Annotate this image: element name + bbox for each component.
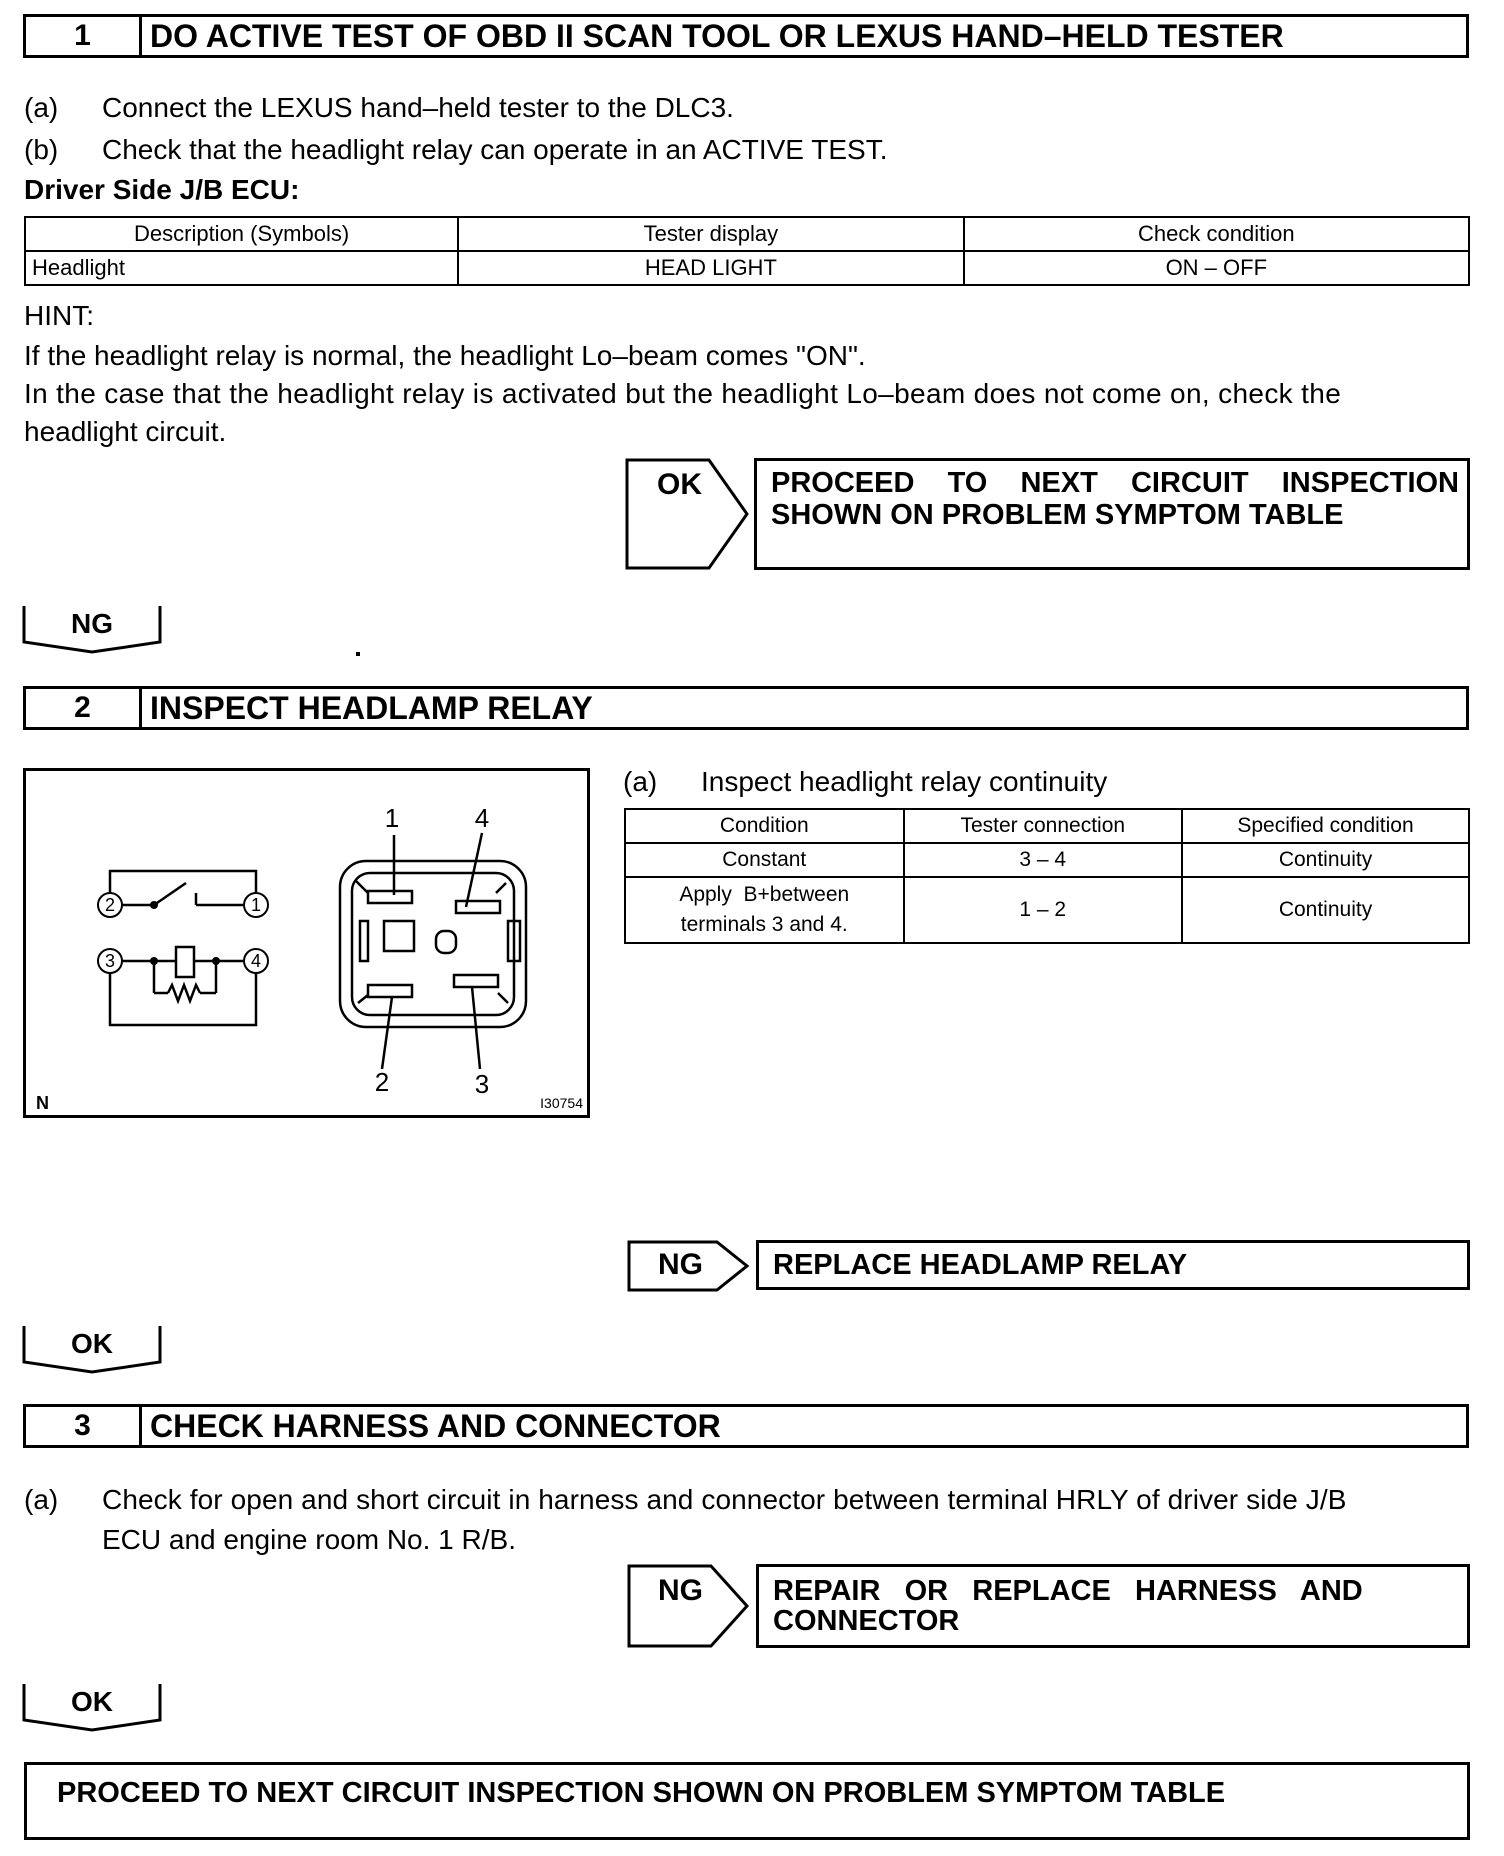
table-cell: 1 – 2 xyxy=(904,877,1183,943)
ok-result-line1: PROCEED TO NEXT CIRCUIT INSPECTION xyxy=(771,467,1459,499)
hint-line: If the headlight relay is normal, the headlight Lo–beam comes "ON". xyxy=(24,340,866,371)
table-cell: ON – OFF xyxy=(964,251,1469,285)
figure-id: I30754 xyxy=(540,1095,583,1111)
connector-terminal-2: 2 xyxy=(374,1067,390,1097)
step2-item-a-text: Inspect headlight relay continuity xyxy=(701,766,1108,797)
table-cell: Continuity xyxy=(1182,843,1469,877)
step1-item-a-text: Connect the LEXUS hand–held tester to the DLC3. xyxy=(102,92,734,123)
step3-ok-label: OK xyxy=(71,1686,113,1717)
table-cell: 3 – 4 xyxy=(904,843,1183,877)
ng-result-line2: CONNECTOR xyxy=(773,1605,960,1637)
step3-item-a xyxy=(24,1484,1347,1516)
step2-title: INSPECT HEADLAMP RELAY xyxy=(150,689,593,726)
ng-result-line1: REPAIR OR REPLACE HARNESS AND xyxy=(773,1575,1363,1607)
step1-item-b-text: Check that the headlight relay can operate in an ACTIVE TEST. xyxy=(102,134,888,165)
table-header: Tester display xyxy=(458,217,963,251)
step2-item-a-label: (a) xyxy=(623,766,658,797)
step2-ng-label: NG xyxy=(658,1248,703,1281)
table-cell: Constant xyxy=(625,843,904,877)
connector-terminal-1: 1 xyxy=(384,803,400,833)
table-header: Condition xyxy=(625,809,904,843)
hint-label: HINT: xyxy=(24,300,94,331)
step3-number: 3 xyxy=(26,1407,142,1445)
step3-ng-result xyxy=(756,1564,1470,1648)
ecu-heading: Driver Side J/B ECU: xyxy=(24,174,300,205)
connector-terminal-3: 3 xyxy=(474,1069,490,1099)
step1-ng-tab xyxy=(22,604,162,656)
ok-result-line2: SHOWN ON PROBLEM SYMPTOM TABLE xyxy=(771,499,1344,531)
step2-ok-tab xyxy=(22,1324,162,1376)
condition-line2: terminals 3 and 4. xyxy=(680,913,848,936)
table-cell: Headlight xyxy=(25,251,458,285)
active-test-table xyxy=(24,216,1470,286)
final-result-box xyxy=(24,1762,1470,1840)
schematic-terminal-2: 2 xyxy=(104,895,116,915)
step1-ng-label: NG xyxy=(71,608,113,639)
step1-item-a xyxy=(24,92,734,124)
hint-line: headlight circuit. xyxy=(24,416,227,447)
step3-item-a-label: (a) xyxy=(24,1484,59,1515)
hint-line: In the case that the headlight relay is activated but the headlight Lo–beam does not come on, check the xyxy=(24,378,1342,409)
table-header: Tester connection xyxy=(904,809,1183,843)
step2-header xyxy=(23,686,1469,730)
table-cell: Continuity xyxy=(1182,877,1469,943)
condition-line1: Apply B+between xyxy=(679,883,850,906)
relay-diagram xyxy=(26,771,587,1115)
stray-mark xyxy=(356,652,360,656)
step1-ok-label: OK xyxy=(657,468,702,501)
step2-ok-label: OK xyxy=(71,1328,113,1359)
step3-title: CHECK HARNESS AND CONNECTOR xyxy=(150,1407,721,1444)
step3-ng-label: NG xyxy=(658,1574,703,1607)
step2-ng-result xyxy=(756,1240,1470,1290)
step1-item-b xyxy=(24,134,888,166)
step1-number: 1 xyxy=(26,17,142,55)
final-result-text: PROCEED TO NEXT CIRCUIT INSPECTION SHOWN ON PROBLEM SYMPTOM TABLE xyxy=(57,1777,1226,1809)
table-header: Specified condition xyxy=(1182,809,1469,843)
step3-ok-tab xyxy=(22,1682,162,1734)
relay-schematic xyxy=(110,871,256,1025)
schematic-terminal-3: 3 xyxy=(104,951,116,971)
step1-item-b-label: (b) xyxy=(24,134,59,165)
table-cell: HEAD LIGHT xyxy=(458,251,963,285)
relay-connector xyxy=(340,833,526,1069)
table-header: Description (Symbols) xyxy=(25,217,458,251)
continuity-table xyxy=(624,808,1470,944)
step1-title: DO ACTIVE TEST OF OBD II SCAN TOOL OR LEXUS HAND–HELD TESTER xyxy=(150,17,1284,54)
step3-header xyxy=(23,1404,1469,1448)
step3-item-a-cont: ECU and engine room No. 1 R/B. xyxy=(102,1524,516,1555)
step3-item-a-line1: Check for open and short circuit in harness and connector between terminal HRLY of driver side J/B xyxy=(102,1484,1347,1515)
step2-item-a xyxy=(623,766,1107,798)
relay-figure xyxy=(23,768,590,1118)
table-header: Check condition xyxy=(964,217,1469,251)
connector-terminal-4: 4 xyxy=(474,803,490,833)
schematic-terminal-1: 1 xyxy=(250,895,262,915)
step2-number: 2 xyxy=(26,689,142,727)
step1-header xyxy=(23,14,1469,58)
schematic-terminal-4: 4 xyxy=(250,951,262,971)
step1-item-a-label: (a) xyxy=(24,92,59,123)
figure-corner-label: N xyxy=(36,1093,49,1113)
ng-result-text: REPLACE HEADLAMP RELAY xyxy=(773,1249,1188,1281)
table-cell xyxy=(625,877,904,943)
step1-ok-result xyxy=(754,458,1470,570)
